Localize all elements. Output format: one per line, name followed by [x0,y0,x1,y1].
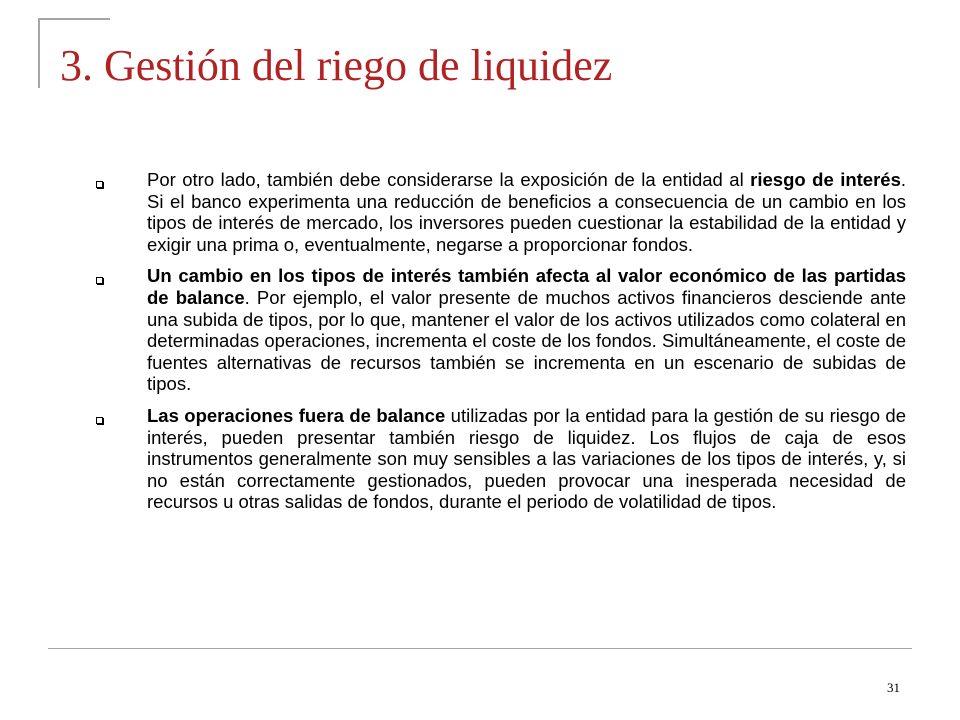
bullet-segment-bold: riesgo de interés [750,169,901,190]
square-bullet-icon [96,417,103,424]
bullet-text [147,405,906,512]
bullet-item [96,169,906,255]
bullet-text [147,265,906,394]
bullet-segment: . Si el banco experimenta una reducción de beneficios a consecuencia de un cambio en los tipos de interés de mercado, los inversores pueden cuestionar la estabilidad de la entidad y exigir una prima o, eventualmente, negarse a proporcionar fondos. [147,169,907,255]
bullet-segment: . Por ejemplo, el valor presente de muchos activos financieros desciende ante una subida de tipos, por lo que, mantener el valor de los activos utilizados como colateral en determinadas operaciones, incrementa el coste de los fondos. Simultáneamente, el coste de fuentes alternativas de recursos también se incrementa en un escenario de subidas de tipos. [147,286,906,395]
square-bullet-icon [96,277,103,284]
page-number: 31 [887,680,900,695]
bullet-segment-bold: Las operaciones fuera de balance [147,404,446,426]
bullet-segment: Por otro lado, también debe considerarse la exposición de la entidad al [147,169,751,190]
slide-title: 3. Gestión del riego de liquidez [60,41,613,90]
bullet-segment-bold: Un cambio en los tipos de interés también afecta al valor económico de las partidas de balance [147,265,906,308]
bullet-item [96,265,906,395]
bullet-text [147,169,906,255]
bullet-segment: utilizadas por la entidad para la gestión de su riesgo de interés, pueden presentar también riesgo de liquidez. Los flujos de caja de esos instrumentos generalmente son muy sensibles a las variaciones de los tipos de interés, y, si no están correctamente gestionados, pueden provocar una inesperada necesidad de recursos u otras salidas de fondos, durante el periodo de volatilidad de tipos. [147,404,906,513]
title-corner-line-vertical [38,18,40,88]
bullet-item [96,405,906,513]
square-bullet-icon [96,181,103,188]
bullet-list [96,169,906,523]
footer-divider [48,648,912,649]
title-corner-line-horizontal [38,18,110,20]
